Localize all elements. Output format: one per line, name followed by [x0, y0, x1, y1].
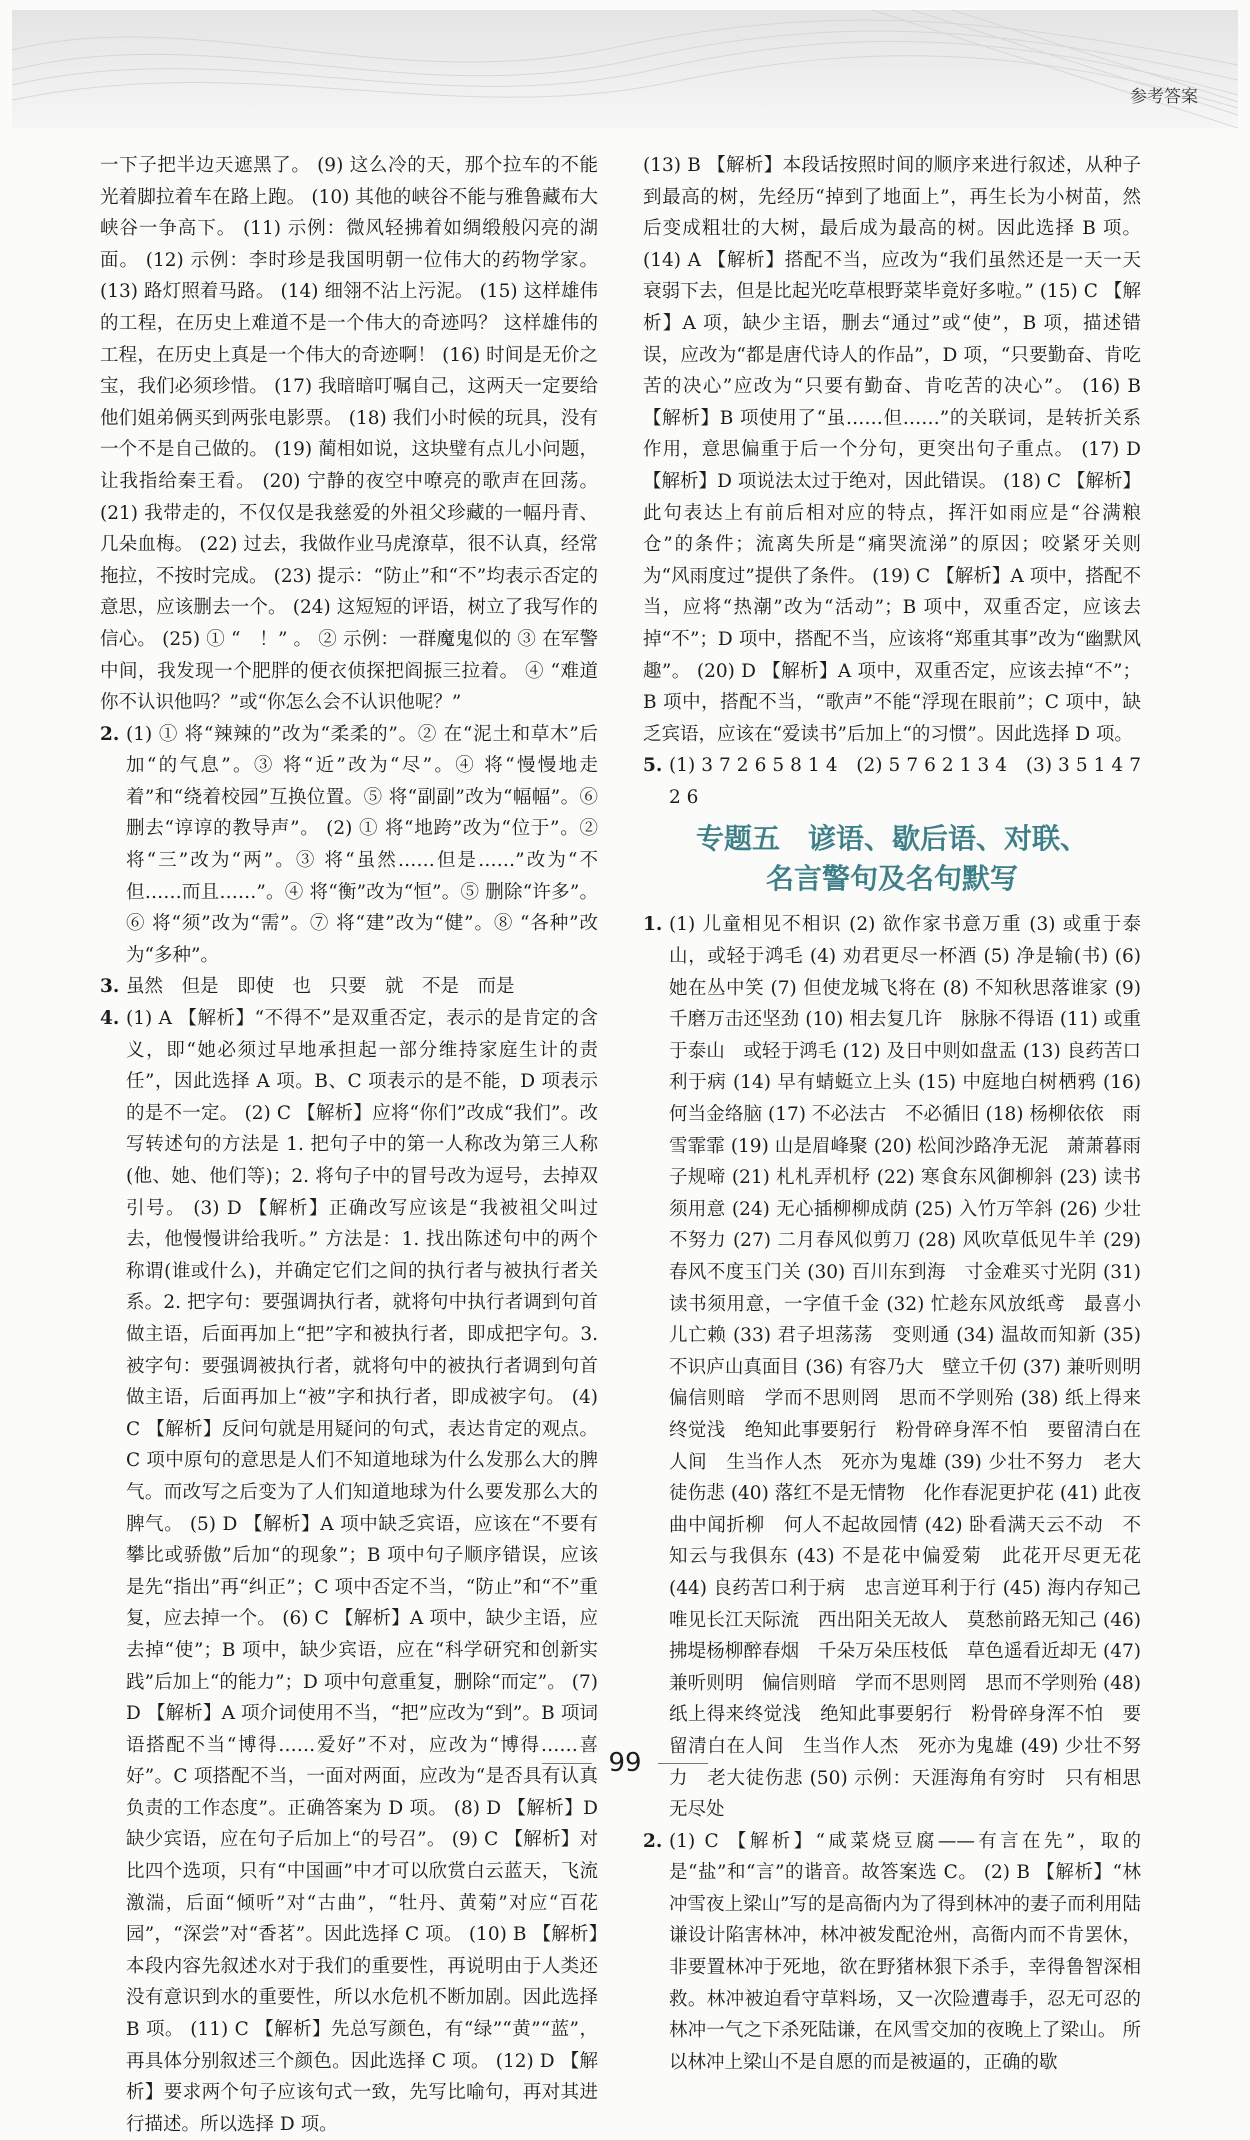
section-item-1: 1. (1) 儿童相见不相识 (2) 欲作家书意万重 (3) 或重于泰山，或轻于鸿毛 (4) 劝君更尽一杯酒 (5) 净是输(书) (6) 她在丛中笑 (7) 但使龙城飞将在 (8) 不知秋思落谁家 (9) 千磨万击还坚劲 (10) 相去复几许 脉脉不得语 (11) 或重于泰山 或轻于鸿毛 (12) 及日中则如盘盂 (13) 良药苦口利于病 (14) 早有蜻蜓立上头 (15) 中庭地白树栖鸦 (16) 何当金络脑 (17) 不必法古 不必循旧 (18) 杨柳依依 雨雪霏霏 (19) 山是眉峰聚 (20) 松间沙路净无泥 萧萧暮雨子规啼 (21) 札札弄机杼 (22) 寒食东风御柳斜 (23) 读书须用意 (24) 无心插柳柳成荫 (25) 入竹万竿斜 (26) 少壮不努力 (27) 二月春风似剪刀 (28) 风吹草低见牛羊 (29) 春风不度玉门关 (30) 百川东到海 寸金难买寸光阴 (31) 读书须用意，一字值千金 (32) 忙趁东风放纸鸢 最喜小儿亡赖 (33) 君子坦荡荡 变则通 (34) 温故而知新 (35) 不识庐山真面目 (36) 有容乃大 壁立千仞 (37) 兼听则明 偏信则暗 学而不思则罔 思而不学则殆 (38) 纸上得来终觉浅 绝知此事要躬行 粉骨碎身浑不怕 要留清白在人间 生当作人杰 死亦为鬼雄 (39) 少壮不努力 老大徒伤悲 (40) 落红不是无情物 化作春泥更护花 (41) 此夜曲中闻折柳 何人不起故园情 (42) 卧看满天云不动 不知云与我俱东 (43) 不是花中偏爱菊 此花开尽更无花 (44) 良药苦口利于病 忠言逆耳利于行 (45) 海内存知己 唯见长江天际流 西出阳关无故人 莫愁前路无知己 (46) 拂堤杨柳醉春烟 千朵万朵压枝低 草色遥看近却无 (47) 兼听则明 偏信则暗 学而不思则罔 思而不学则殆 (48) 纸上得来终觉浅 绝知此事要躬行 粉骨碎身浑不怕 要留清白在人间 生当作人杰 死亦为鬼雄 (49) 少壮不努力 老大徒伤悲 (50) 示例：天涯海角有穷时 只有相思无尽处: [643, 914, 1160, 1821]
left-column: [100, 150, 598, 2140]
right-column: [643, 150, 1160, 2078]
section-title-line2: 名言警句及名句默写: [765, 862, 1018, 896]
answer-item-3: 3. 虽然 但是 即使 也 只要 就 不是 而是: [100, 976, 515, 998]
section-title-line1: 专题五 谚语、歇后语、对联、: [695, 822, 1088, 856]
right-continuation-text: (13) B 【解析】本段话按照时间的顺序来进行叙述，从种子到最高的树，先经历“掉到了地面上”，再生长为小树苗，然后变成粗壮的大树，最后成为最高的树。因此选择 B 项。 (14) A 【解析】搭配不当，应改为“我们虽然还是一天一天衰弱下去，但是比起光吃草根野菜毕竟好多啦。” (15) C 【解析】A 项，缺少主语，删去“通过”或“使”，B 项，描述错误，应改为“都是唐代诗人的作品”，D 项，“只要勤奋、肯吃苦的决心”应改为“只要有勤奋、肯吃苦的决心”。 (16) B 【解析】B 项使用了“虽……但……”的关联词，是转折关系作用，意思偏重于后一个分句，更突出句子重点。 (17) D 【解析】D 项说法太过于绝对，因此错误。 (18) C 【解析】此句表达上有前后相对应的特点，挥汗如雨应是“谷满粮仓”的条件；流离失所是“痛哭流涕”的原因；咬紧牙关则为“风雨度过”提供了条件。 (19) C 【解析】A 项中，搭配不当，应将“热潮”改为“活动”；B 项中，双重否定，应该去掉“不”；D 项中，搭配不当，应该将“郑重其事”改为“幽默风趣”。 (20) D 【解析】A 项中，双重否定，应该去掉“不”；B 项中，搭配不当，“歌声”不能“浮现在眼前”；C 项中，缺乏宾语，应该在“爱读书”后加上“的习惯”。因此选择 D 项。: [643, 155, 1141, 745]
left-continuation-text: 一下子把半边天遮黑了。 (9) 这么冷的天，那个拉车的不能光着脚拉着车在路上跑。 (10) 其他的峡谷不能与雅鲁藏布大峡谷一争高下。 (11) 示例：微风轻拂着如绸缎般闪亮的湖面。 (12) 示例：李时珍是我国明朝一位伟大的药物学家。 (13) 路灯照着马路。 (14) 细翎不沾上污泥。 (15) 这样雄伟的工程，在历史上难道不是一个伟大的奇迹吗？ 这样雄伟的工程，在历史上真是一个伟大的奇迹啊！ (16) 时间是无价之宝，我们必须珍惜。 (17) 我暗暗叮嘱自己，这两天一定要给他们姐弟俩买到两张电影票。 (18) 我们小时候的玩具，没有一个不是自己做的。 (19) 蔺相如说，这块璧有点儿小问题，让我指给秦王看。 (20) 宁静的夜空中嘹亮的歌声在回荡。 (21) 我带走的，不仅仅是我慈爱的外祖父珍藏的一幅丹青、几朵血梅。 (22) 过去，我做作业马虎潦草，很不认真，经常拖拉，不按时完成。 (23) 提示：“防止”和“不”均表示否定的意思，应该删去一个。 (24) 这短短的评语，树立了我写作的信心。 (25) ① “ ！” 。 ② 示例：一群魔鬼似的 ③ 在军警中间，我发现一个肥胖的便衣侦探把阎振三拉着。 ④ “难道你不认识他吗？”或“你怎么会不认识他呢？”: [100, 155, 598, 714]
header-pattern: [12, 10, 1238, 128]
page-number-rule-right: [658, 1763, 708, 1764]
answer-item-5: 5. (1) 3 7 2 6 5 8 1 4 (2) 5 7 6 2 1 3 4 (3) 3 5 1 4 7 2 6: [643, 755, 1141, 808]
page-number-rule-left: [542, 1763, 592, 1764]
section-item-2: 2. (1) C 【解析】“咸菜烧豆腐——有言在先”，取的是“盐”和“言”的谐音。故答案选 C。 (2) B 【解析】“林冲雪夜上梁山”写的是高衙内为了得到林冲的妻子而利用陆谦设计陷害林冲，林冲被发配沧州，高衙内而不肯罢休，非要置林冲于死地，欲在野猪林狠下杀手，幸得鲁智深相救。林冲被迫看守草料场，又一次险遭毒手，忍无可忍的林冲一气之下杀死陆谦，在风雪交加的夜晚上了梁山。 所以林冲上梁山不是自愿的而是被逼的，正确的歇: [643, 1830, 1141, 2073]
header-band: [12, 10, 1238, 128]
section-title: [643, 819, 1141, 899]
page-number: 99: [0, 1748, 1250, 1778]
header-label: 参考答案: [1130, 87, 1198, 107]
answer-item-4: 4. (1) A 【解析】“不得不”是双重否定，表示的是肯定的含义，即“她必须过早地承担起一部分维持家庭生计的责任”，因此选择 A 项。B、C 项表示的是不能，D 项表示的是不一定。 (2) C 【解析】应将“你们”改成“我们”。改写转述句的方法是 1. 把句子中的第一人称改为第三人称(他、她、他们等)；2. 将句子中的冒号改为逗号，去掉双引号。 (3) D 【解析】正确改写应该是“我被祖父叫过去，他慢慢讲给我听。” 方法是：1. 找出陈述句中的两个称谓(谁或什么)，并确定它们之间的执行者与被执行者关系。2. 把字句：要强调执行者，就将句中执行者调到句首做主语，后面再加上“把”字和被执行者，即成把字句。3. 被字句：要强调被执行者，就将句中的被执行者调到句首做主语，后面再加上“被”字和执行者，即成被字句。 (4) C 【解析】反问句就是用疑问的句式，表达肯定的观点。C 项中原句的意思是人们不知道地球为什么发那么大的脾气。而改写之后变为了人们知道地球为什么要发那么大的脾气。 (5) D 【解析】A 项中缺乏宾语，应该在“不要有攀比或骄傲”后加“的现象”；B 项中句子顺序错误，应该是先“指出”再“纠正”；C 项中否定不当，“防止”和“不”重复，应去掉一个。 (6) C 【解析】A 项中，缺少主语，应去掉“使”；B 项中，缺少宾语，应在“科学研究和创新实践”后加上“的能力”；D 项中句意重复，删除“而定”。 (7) D 【解析】A 项介词使用不当，“把”应改为“到”。B 项词语搭配不当“博得……爱好”不对，应改为“博得……喜好”。C 项搭配不当，一面对两面，应改为“是否具有认真负责的工作态度”。正确答案为 D 项。 (8) D 【解析】D 缺少宾语，应在句子后加上“的号召”。 (9) C 【解析】对比四个选项，只有“中国画”中才可以欣赏白云蓝天，飞流激湍，后面“倾听”对“古曲”，“牡丹、黄菊”对应“百花园”，“深尝”对“香茗”。因此选择 C 项。 (10) B 【解析】本段内容先叙述水对于我们的重要性，再说明由于人类还没有意识到水的重要性，所以水危机不断加剧。因此选择 B 项。 (11) C 【解析】先总写颜色，有“绿”“黄”“蓝”，再具体分别叙述三个颜色。因此选择 C 项。 (12) D 【解析】要求两个句子应该句式一致，先写比喻句，再对其进行描述。所以选择 D 项。: [100, 1008, 598, 2135]
answer-item-2: 2. (1) ① 将“辣辣的”改为“柔柔的”。② 在“泥土和草木”后加“的气息”。③ 将“近”改为“尽”。④ 将“慢慢地走着”和“绕着校园”互换位置。⑤ 将“副副”改为“幅幅”。⑥ 删去“谆谆的教导声”。 (2) ① 将“地跨”改为“位于”。② 将“三”改为“两”。③ 将“虽然……但是……”改为“不但……而且……”。④ 将“衡”改为“恒”。⑤ 删除“许多”。⑥ 将“须”改为“需”。⑦ 将“建”改为“健”。⑧ “各种”改为“多种”。: [100, 723, 598, 966]
